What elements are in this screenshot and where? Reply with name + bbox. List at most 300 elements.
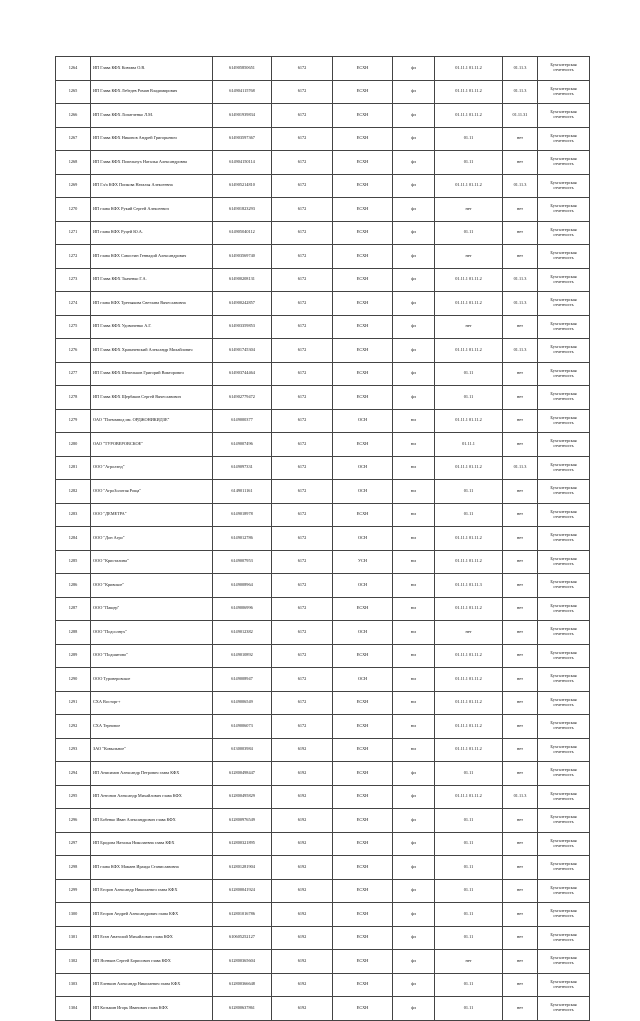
entity-type-cell: фл bbox=[393, 245, 435, 269]
report-type-cell: Бухгалтерская отчетность bbox=[538, 527, 590, 551]
table-row bbox=[56, 292, 590, 316]
table-row bbox=[56, 550, 590, 574]
extra-activity-cell: нет bbox=[503, 198, 538, 222]
report-type-cell: Бухгалтерская отчетность bbox=[538, 903, 590, 927]
table-row bbox=[56, 268, 590, 292]
record-number-cell: 1271 bbox=[56, 221, 91, 245]
organization-name-cell: ООО "Кристалина" bbox=[91, 550, 213, 574]
organization-name-cell: ОАО "Племзавод им. ОРДЖОНИКИДЗЕ" bbox=[91, 409, 213, 433]
tax-regime-cell: ЕСХН bbox=[333, 879, 393, 903]
inn-cell: 614900208131 bbox=[213, 268, 272, 292]
report-type-cell: Бухгалтерская отчетность bbox=[538, 127, 590, 151]
entity-type-cell: фл bbox=[393, 386, 435, 410]
record-number-cell: 1269 bbox=[56, 174, 91, 198]
tax-office-cell: 6172 bbox=[272, 151, 333, 175]
tax-regime-cell: ЕСХН bbox=[333, 973, 393, 997]
table-row bbox=[56, 480, 590, 504]
extra-activity-cell: нет bbox=[503, 809, 538, 833]
tax-regime-cell: ОСН bbox=[333, 527, 393, 551]
tax-regime-cell: ОСН bbox=[333, 621, 393, 645]
table-row bbox=[56, 668, 590, 692]
organization-name-cell: ИП Антонов Александр Михайлович глава КФХ bbox=[91, 785, 213, 809]
extra-activity-cell: нет bbox=[503, 621, 538, 645]
table-row bbox=[56, 198, 590, 222]
report-type-cell: Бухгалтерская отчетность bbox=[538, 292, 590, 316]
extra-activity-cell: нет bbox=[503, 433, 538, 457]
entity-type-cell: фл bbox=[393, 903, 435, 927]
tax-regime-cell: ЕСХН bbox=[333, 597, 393, 621]
tax-regime-cell: ЕСХН bbox=[333, 174, 393, 198]
report-type-cell: Бухгалтерская отчетность bbox=[538, 362, 590, 386]
tax-regime-cell: ЕСХН bbox=[333, 997, 393, 1021]
tax-regime-cell: ЕСХН bbox=[333, 503, 393, 527]
table-row bbox=[56, 57, 590, 81]
inn-cell: 614902779472 bbox=[213, 386, 272, 410]
inn-cell: 612801016786 bbox=[213, 903, 272, 927]
entity-type-cell: юл bbox=[393, 409, 435, 433]
organization-name-cell: ОАО "ТУРОВЕРОВСКОЕ" bbox=[91, 433, 213, 457]
activity-code-cell: 01.11 bbox=[435, 997, 503, 1021]
entity-type-cell: фл bbox=[393, 785, 435, 809]
activity-code-cell: 01.11.1 01.11.2 bbox=[435, 57, 503, 81]
organization-name-cell: ИП Еленкин Александр Николаевич глава КФХ bbox=[91, 973, 213, 997]
organization-name-cell: ООО "Пащер" bbox=[91, 597, 213, 621]
organization-name-cell: ИП Егоров Андрей Александрович глава КФХ bbox=[91, 903, 213, 927]
organization-name-cell: ООО "АгроЗолотая Роща" bbox=[91, 480, 213, 504]
inn-cell: 6149006549 bbox=[213, 691, 272, 715]
entity-type-cell: фл bbox=[393, 292, 435, 316]
tax-office-cell: 6172 bbox=[272, 621, 333, 645]
extra-activity-cell: нет bbox=[503, 127, 538, 151]
organization-name-cell: ИП Глава КФХ Лебедев Роман Владимирович bbox=[91, 80, 213, 104]
extra-activity-cell: 01.11.3 bbox=[503, 174, 538, 198]
tax-office-cell: 6192 bbox=[272, 997, 333, 1021]
entity-type-cell: юл bbox=[393, 503, 435, 527]
entity-type-cell: фл bbox=[393, 362, 435, 386]
entity-type-cell: фл bbox=[393, 339, 435, 363]
inn-cell: 6149006996 bbox=[213, 597, 272, 621]
tax-regime-cell: ЕСХН bbox=[333, 362, 393, 386]
inn-cell: 614903597367 bbox=[213, 127, 272, 151]
tax-regime-cell: ЕСХН bbox=[333, 386, 393, 410]
activity-code-cell: нет bbox=[435, 950, 503, 974]
tax-office-cell: 6172 bbox=[272, 80, 333, 104]
tax-office-cell: 6192 bbox=[272, 879, 333, 903]
tax-regime-cell: ЕСХН bbox=[333, 809, 393, 833]
report-type-cell: Бухгалтерская отчетность bbox=[538, 174, 590, 198]
extra-activity-cell: 01.11.31 bbox=[503, 104, 538, 128]
tax-regime-cell: ЕСХН bbox=[333, 715, 393, 739]
inn-cell: 614900242857 bbox=[213, 292, 272, 316]
entity-type-cell: фл bbox=[393, 174, 435, 198]
entity-type-cell: юл bbox=[393, 644, 435, 668]
extra-activity-cell: нет bbox=[503, 315, 538, 339]
inn-cell: 6130003984 bbox=[213, 738, 272, 762]
table-row bbox=[56, 644, 590, 668]
organization-name-cell: ООО "ДЕМЕТРА" bbox=[91, 503, 213, 527]
extra-activity-cell: нет bbox=[503, 997, 538, 1021]
table-row bbox=[56, 926, 590, 950]
inn-cell: 614901745304 bbox=[213, 339, 272, 363]
inn-cell: 614901823293 bbox=[213, 198, 272, 222]
tax-regime-cell: ЕСХН bbox=[333, 856, 393, 880]
record-number-cell: 1293 bbox=[56, 738, 91, 762]
tax-office-cell: 6172 bbox=[272, 409, 333, 433]
tax-office-cell: 6192 bbox=[272, 926, 333, 950]
tax-office-cell: 6172 bbox=[272, 174, 333, 198]
inn-cell: 612801281904 bbox=[213, 856, 272, 880]
tax-regime-cell: ЕСХН bbox=[333, 926, 393, 950]
record-number-cell: 1266 bbox=[56, 104, 91, 128]
organization-name-cell: ИП Глава КФХ Удовиченко А.Г. bbox=[91, 315, 213, 339]
activity-code-cell: 01.11 bbox=[435, 480, 503, 504]
tax-office-cell: 6172 bbox=[272, 362, 333, 386]
extra-activity-cell: нет bbox=[503, 879, 538, 903]
inn-cell: 612800976549 bbox=[213, 809, 272, 833]
tax-office-cell: 6192 bbox=[272, 809, 333, 833]
extra-activity-cell: нет bbox=[503, 245, 538, 269]
extra-activity-cell: нет bbox=[503, 503, 538, 527]
inn-cell: 614904150114 bbox=[213, 151, 272, 175]
entity-type-cell: фл bbox=[393, 973, 435, 997]
organization-name-cell: ООО "Дон Агро" bbox=[91, 527, 213, 551]
report-type-cell: Бухгалтерская отчетность bbox=[538, 198, 590, 222]
report-type-cell: Бухгалтерская отчетность bbox=[538, 245, 590, 269]
table-row bbox=[56, 527, 590, 551]
activity-code-cell: 01.11 bbox=[435, 879, 503, 903]
entity-type-cell: фл bbox=[393, 315, 435, 339]
inn-cell: 614904115768 bbox=[213, 80, 272, 104]
report-type-cell: Бухгалтерская отчетность bbox=[538, 151, 590, 175]
inn-cell: 612800637861 bbox=[213, 997, 272, 1021]
table-row bbox=[56, 597, 590, 621]
record-number-cell: 1287 bbox=[56, 597, 91, 621]
entity-type-cell: юл bbox=[393, 715, 435, 739]
organization-name-cell: ИП Глава КФХ Никонов Андрей Григорьевич bbox=[91, 127, 213, 151]
table-row bbox=[56, 621, 590, 645]
entity-type-cell: фл bbox=[393, 268, 435, 292]
tax-regime-cell: ОСН bbox=[333, 480, 393, 504]
entity-type-cell: фл bbox=[393, 997, 435, 1021]
tax-regime-cell: ЕСХН bbox=[333, 268, 393, 292]
tax-office-cell: 6192 bbox=[272, 762, 333, 786]
tax-regime-cell: ЕСХН bbox=[333, 292, 393, 316]
organization-name-cell: ООО "Кривское" bbox=[91, 574, 213, 598]
activity-code-cell: 01.11.1 01.11.2 bbox=[435, 268, 503, 292]
activity-code-cell: 01.11 bbox=[435, 221, 503, 245]
tax-office-cell: 6172 bbox=[272, 574, 333, 598]
tax-regime-cell: ЕСХН bbox=[333, 691, 393, 715]
organization-name-cell: ИП Бродова Наталья Николаевна глава КФХ bbox=[91, 832, 213, 856]
extra-activity-cell: нет bbox=[503, 480, 538, 504]
report-type-cell: Бухгалтерская отчетность bbox=[538, 480, 590, 504]
record-number-cell: 1282 bbox=[56, 480, 91, 504]
report-type-cell: Бухгалтерская отчетность bbox=[538, 104, 590, 128]
entity-type-cell: юл bbox=[393, 668, 435, 692]
extra-activity-cell: нет bbox=[503, 597, 538, 621]
tax-office-cell: 6192 bbox=[272, 903, 333, 927]
entity-type-cell: фл bbox=[393, 127, 435, 151]
tax-office-cell: 6172 bbox=[272, 480, 333, 504]
tax-regime-cell: ЕСХН bbox=[333, 785, 393, 809]
report-type-cell: Бухгалтерская отчетность bbox=[538, 268, 590, 292]
organization-name-cell: ООО "Агролэнд" bbox=[91, 456, 213, 480]
organization-name-cell: ИП глава КФХ Мамаев Ираида Станиславовна bbox=[91, 856, 213, 880]
tax-regime-cell: ЕСХН bbox=[333, 151, 393, 175]
tax-office-cell: 6172 bbox=[272, 597, 333, 621]
tax-regime-cell: ЕСХН bbox=[333, 221, 393, 245]
inn-cell: 6149000377 bbox=[213, 409, 272, 433]
report-type-cell: Бухгалтерская отчетность bbox=[538, 597, 590, 621]
tax-office-cell: 6172 bbox=[272, 503, 333, 527]
table-row bbox=[56, 315, 590, 339]
organization-name-cell: ИП Анисимов Александр Петрович глава КФХ bbox=[91, 762, 213, 786]
entity-type-cell: фл bbox=[393, 856, 435, 880]
organization-name-cell: СХА Терновое bbox=[91, 715, 213, 739]
extra-activity-cell: нет bbox=[503, 644, 538, 668]
tax-regime-cell: ЕСХН bbox=[333, 245, 393, 269]
inn-cell: 614905850651 bbox=[213, 57, 272, 81]
record-number-cell: 1274 bbox=[56, 292, 91, 316]
inn-cell: 6149011161 bbox=[213, 480, 272, 504]
activity-code-cell: 01.11.1 01.11.2 bbox=[435, 409, 503, 433]
tax-office-cell: 6192 bbox=[272, 950, 333, 974]
tax-regime-cell: ЕСХН bbox=[333, 339, 393, 363]
tax-regime-cell: ОСН bbox=[333, 574, 393, 598]
organization-name-cell: ИП Ясенков Сергей Борисович глава КФХ bbox=[91, 950, 213, 974]
report-type-cell: Бухгалтерская отчетность bbox=[538, 80, 590, 104]
inn-cell: 6149008947 bbox=[213, 668, 272, 692]
extra-activity-cell: нет bbox=[503, 668, 538, 692]
organization-name-cell: ИП Глава КФХ Лопатченко Л.М. bbox=[91, 104, 213, 128]
record-number-cell: 1264 bbox=[56, 57, 91, 81]
activity-code-cell: 01.11 bbox=[435, 151, 503, 175]
tax-office-cell: 6172 bbox=[272, 668, 333, 692]
inn-cell: 6149006073 bbox=[213, 715, 272, 739]
inn-cell: 612800366648 bbox=[213, 973, 272, 997]
organization-name-cell: СХА Восторг+ bbox=[91, 691, 213, 715]
report-type-cell: Бухгалтерская отчетность bbox=[538, 997, 590, 1021]
inn-cell: 612800495829 bbox=[213, 785, 272, 809]
activity-code-cell: 01.11.1 01.11.2 bbox=[435, 527, 503, 551]
activity-code-cell: 01.11.1 bbox=[435, 433, 503, 457]
inn-cell: 612800365604 bbox=[213, 950, 272, 974]
organization-name-cell: ИП Глава КФХ Шепельков Григорий Викторович bbox=[91, 362, 213, 386]
table-row bbox=[56, 715, 590, 739]
tax-regime-cell: ЕСХН bbox=[333, 950, 393, 974]
entity-type-cell: фл bbox=[393, 57, 435, 81]
record-number-cell: 1265 bbox=[56, 80, 91, 104]
table-row bbox=[56, 738, 590, 762]
activity-code-cell: 01.11 bbox=[435, 832, 503, 856]
record-number-cell: 1291 bbox=[56, 691, 91, 715]
tax-office-cell: 6172 bbox=[272, 104, 333, 128]
tax-regime-cell: ЕСХН bbox=[333, 104, 393, 128]
record-number-cell: 1272 bbox=[56, 245, 91, 269]
activity-code-cell: нет bbox=[435, 315, 503, 339]
record-number-cell: 1297 bbox=[56, 832, 91, 856]
extra-activity-cell: нет bbox=[503, 715, 538, 739]
table-row bbox=[56, 151, 590, 175]
table-row bbox=[56, 456, 590, 480]
report-type-cell: Бухгалтерская отчетность bbox=[538, 621, 590, 645]
inn-cell: 6149007953 bbox=[213, 550, 272, 574]
table-row bbox=[56, 221, 590, 245]
table-row bbox=[56, 856, 590, 880]
tax-office-cell: 6172 bbox=[272, 691, 333, 715]
activity-code-cell: 01.11.1 01.11.2 bbox=[435, 597, 503, 621]
record-number-cell: 1296 bbox=[56, 809, 91, 833]
extra-activity-cell: нет bbox=[503, 151, 538, 175]
entity-type-cell: юл bbox=[393, 480, 435, 504]
tax-office-cell: 6172 bbox=[272, 386, 333, 410]
inn-cell: 614903359853 bbox=[213, 315, 272, 339]
tax-regime-cell: ОСН bbox=[333, 668, 393, 692]
report-type-cell: Бухгалтерская отчетность bbox=[538, 715, 590, 739]
entity-type-cell: юл bbox=[393, 574, 435, 598]
table-row bbox=[56, 386, 590, 410]
report-type-cell: Бухгалтерская отчетность bbox=[538, 386, 590, 410]
organization-name-cell: ИП Глава КФХ Ткаченко Г.А. bbox=[91, 268, 213, 292]
tax-regime-cell: ЕСХН bbox=[333, 433, 393, 457]
table-row bbox=[56, 809, 590, 833]
entity-type-cell: юл bbox=[393, 621, 435, 645]
tax-office-cell: 6172 bbox=[272, 550, 333, 574]
organization-name-cell: ООО "Подшитово" bbox=[91, 644, 213, 668]
extra-activity-cell: нет bbox=[503, 691, 538, 715]
organization-name-cell: ИП глава КФХ Третьякова Светлана Вячеславовна bbox=[91, 292, 213, 316]
tax-office-cell: 6172 bbox=[272, 221, 333, 245]
record-number-cell: 1298 bbox=[56, 856, 91, 880]
tax-office-cell: 6172 bbox=[272, 433, 333, 457]
activity-code-cell: 01.11.1 01.11.2 bbox=[435, 292, 503, 316]
tax-regime-cell: ЕСХН bbox=[333, 57, 393, 81]
report-type-cell: Бухгалтерская отчетность bbox=[538, 926, 590, 950]
table-row bbox=[56, 80, 590, 104]
report-type-cell: Бухгалтерская отчетность bbox=[538, 832, 590, 856]
organization-name-cell: ИП Гл/а КФХ Попкова Наталья Алексеевна bbox=[91, 174, 213, 198]
extra-activity-cell: нет bbox=[503, 856, 538, 880]
record-number-cell: 1276 bbox=[56, 339, 91, 363]
inn-cell: 612800041924 bbox=[213, 879, 272, 903]
activity-code-cell: 01.11 bbox=[435, 973, 503, 997]
tax-office-cell: 6172 bbox=[272, 57, 333, 81]
registry-table bbox=[55, 56, 590, 1021]
entity-type-cell: фл bbox=[393, 80, 435, 104]
organization-name-cell: ИП Глава КФХ Попельнух Наталья Александровна bbox=[91, 151, 213, 175]
activity-code-cell: 01.11.1 01.11.3 bbox=[435, 574, 503, 598]
table-row bbox=[56, 973, 590, 997]
organization-name-cell: ИП Еган Анатолий Михайлович глава КФХ bbox=[91, 926, 213, 950]
extra-activity-cell: нет bbox=[503, 409, 538, 433]
extra-activity-cell: 01.11.3 bbox=[503, 80, 538, 104]
tax-office-cell: 6192 bbox=[272, 785, 333, 809]
organization-name-cell: ИП глава КФХ Руцей Ю.А. bbox=[91, 221, 213, 245]
organization-name-cell: ИП Глава КФХ Ковтава О.В. bbox=[91, 57, 213, 81]
inn-cell: 614905040112 bbox=[213, 221, 272, 245]
table-row bbox=[56, 127, 590, 151]
extra-activity-cell: нет bbox=[503, 950, 538, 974]
extra-activity-cell: 01.11.3 bbox=[503, 456, 538, 480]
entity-type-cell: фл bbox=[393, 832, 435, 856]
extra-activity-cell: 01.11.3 bbox=[503, 292, 538, 316]
activity-code-cell: 01.11 bbox=[435, 903, 503, 927]
entity-type-cell: фл bbox=[393, 151, 435, 175]
inn-cell: 612800498447 bbox=[213, 762, 272, 786]
extra-activity-cell: 01.11.3 bbox=[503, 268, 538, 292]
activity-code-cell: нет bbox=[435, 245, 503, 269]
organization-name-cell: ИП Глава КФХ Щербаков Сергей Вячеславович bbox=[91, 386, 213, 410]
extra-activity-cell: нет bbox=[503, 832, 538, 856]
activity-code-cell: 01.11 bbox=[435, 856, 503, 880]
report-type-cell: Бухгалтерская отчетность bbox=[538, 973, 590, 997]
activity-code-cell: нет bbox=[435, 621, 503, 645]
activity-code-cell: 01.11.1 01.11.2 bbox=[435, 715, 503, 739]
table-row bbox=[56, 574, 590, 598]
tax-regime-cell: ЕСХН bbox=[333, 738, 393, 762]
activity-code-cell: 01.11.1 01.11.2 bbox=[435, 644, 503, 668]
inn-cell: 614901939834 bbox=[213, 104, 272, 128]
entity-type-cell: фл bbox=[393, 879, 435, 903]
organization-name-cell: ИП глава КФХ Рукий Сергей Алексеевич bbox=[91, 198, 213, 222]
report-type-cell: Бухгалтерская отчетность bbox=[538, 550, 590, 574]
extra-activity-cell: нет bbox=[503, 550, 538, 574]
record-number-cell: 1289 bbox=[56, 644, 91, 668]
entity-type-cell: фл bbox=[393, 104, 435, 128]
table-row bbox=[56, 879, 590, 903]
inn-cell: 612800321895 bbox=[213, 832, 272, 856]
tax-regime-cell: ЕСХН bbox=[333, 903, 393, 927]
inn-cell: 610605252127 bbox=[213, 926, 272, 950]
report-type-cell: Бухгалтерская отчетность bbox=[538, 339, 590, 363]
record-number-cell: 1295 bbox=[56, 785, 91, 809]
extra-activity-cell: 01.11.3 bbox=[503, 57, 538, 81]
activity-code-cell: 01.11 bbox=[435, 127, 503, 151]
table-row bbox=[56, 362, 590, 386]
record-number-cell: 1281 bbox=[56, 456, 91, 480]
activity-code-cell: 01.11 bbox=[435, 386, 503, 410]
report-type-cell: Бухгалтерская отчетность bbox=[538, 668, 590, 692]
tax-regime-cell: УСН bbox=[333, 550, 393, 574]
organization-name-cell: ИП Глава КФХ Храпачевский Александр Михайлович bbox=[91, 339, 213, 363]
activity-code-cell: 01.11 bbox=[435, 926, 503, 950]
tax-office-cell: 6172 bbox=[272, 127, 333, 151]
table-row bbox=[56, 691, 590, 715]
report-type-cell: Бухгалтерская отчетность bbox=[538, 738, 590, 762]
tax-office-cell: 6192 bbox=[272, 973, 333, 997]
report-type-cell: Бухгалтерская отчетность bbox=[538, 644, 590, 668]
entity-type-cell: юл bbox=[393, 527, 435, 551]
entity-type-cell: юл bbox=[393, 456, 435, 480]
record-number-cell: 1267 bbox=[56, 127, 91, 151]
tax-regime-cell: ЕСХН bbox=[333, 198, 393, 222]
tax-office-cell: 6172 bbox=[272, 268, 333, 292]
record-number-cell: 1279 bbox=[56, 409, 91, 433]
tax-office-cell: 6172 bbox=[272, 292, 333, 316]
activity-code-cell: 01.11.1 01.11.2 bbox=[435, 691, 503, 715]
report-type-cell: Бухгалтерская отчетность bbox=[538, 950, 590, 974]
record-number-cell: 1278 bbox=[56, 386, 91, 410]
inn-cell: 6149010892 bbox=[213, 644, 272, 668]
extra-activity-cell: нет bbox=[503, 973, 538, 997]
table-row bbox=[56, 174, 590, 198]
report-type-cell: Бухгалтерская отчетность bbox=[538, 315, 590, 339]
activity-code-cell: 01.11.1 01.11.2 bbox=[435, 550, 503, 574]
table-row bbox=[56, 832, 590, 856]
tax-office-cell: 6172 bbox=[272, 644, 333, 668]
tax-regime-cell: ЕСХН bbox=[333, 832, 393, 856]
organization-name-cell: ЗАО "Ковыльное" bbox=[91, 738, 213, 762]
